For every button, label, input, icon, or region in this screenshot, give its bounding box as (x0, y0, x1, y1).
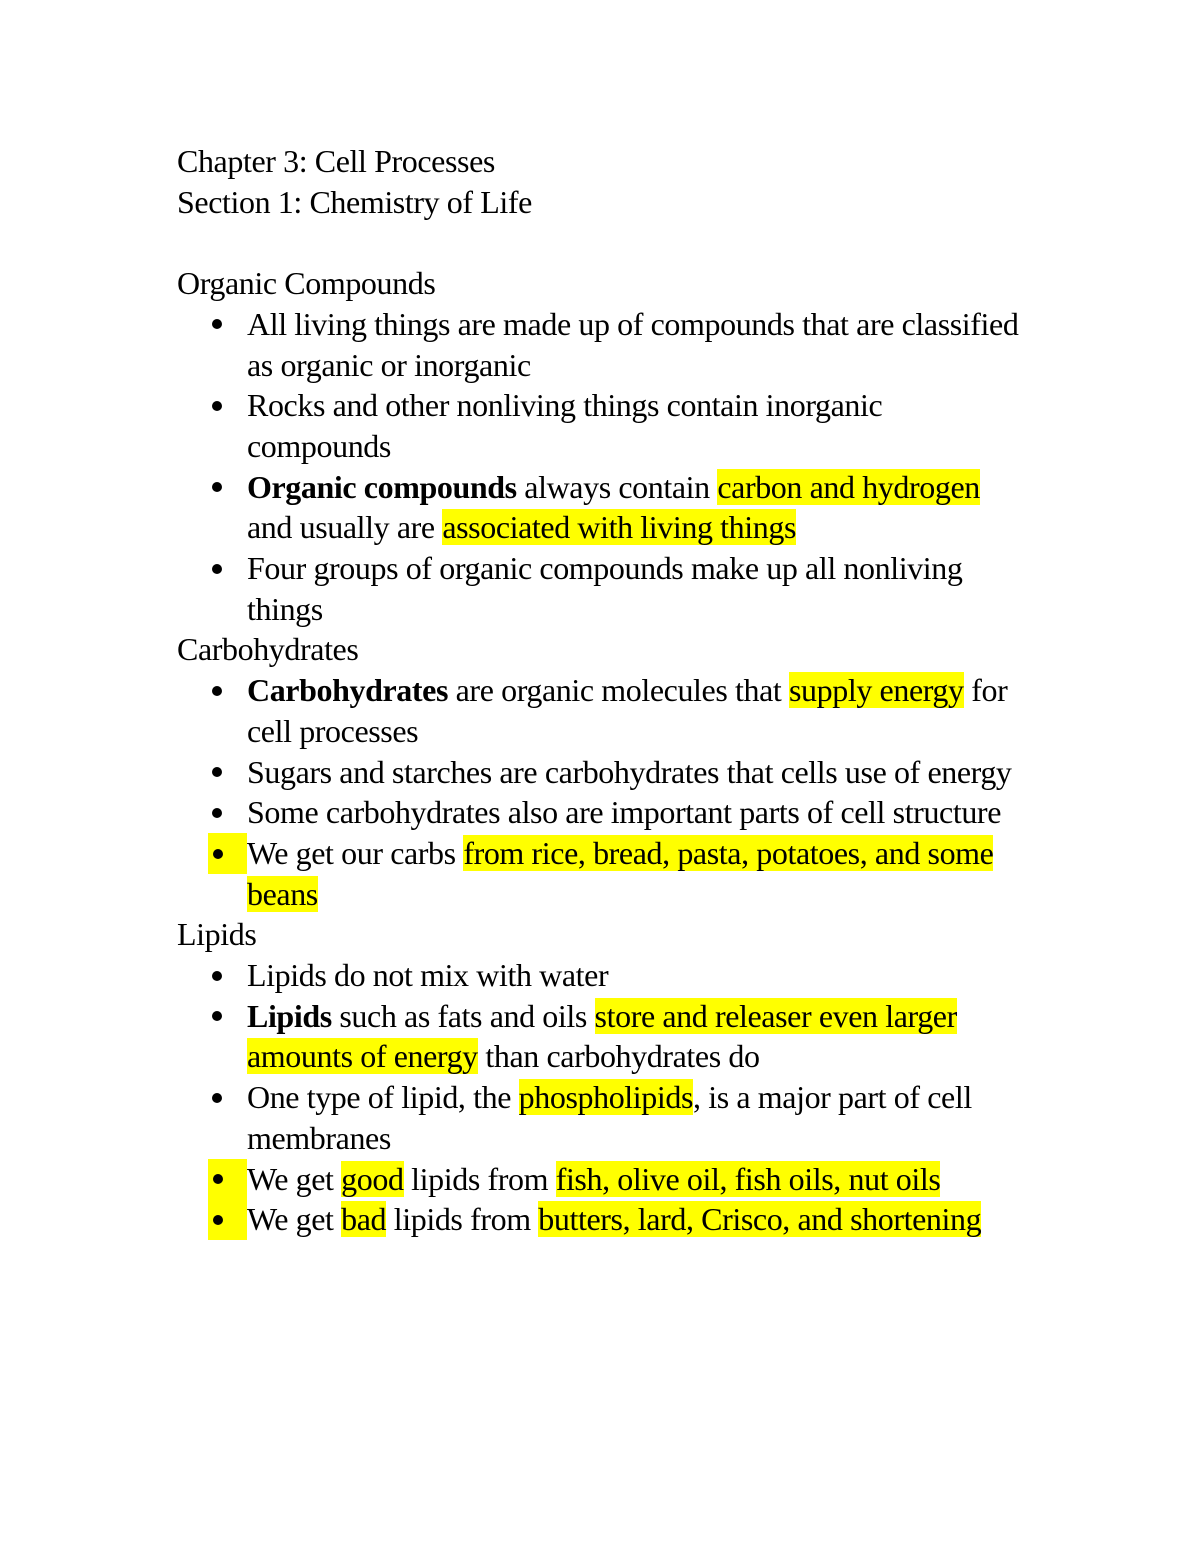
heading-carbohydrates: Carbohydrates (177, 631, 359, 668)
item-text: Four groups of organic compounds make up all nonliving things (247, 550, 963, 627)
item-text: Lipids do not mix with water (247, 957, 609, 994)
bullet-icon (208, 304, 226, 345)
item-text: All living things are made up of compounds that are classified as organic or inorganic (247, 305, 1019, 383)
item-text: such as fats and oils (331, 997, 595, 1034)
blank-line (177, 222, 1037, 263)
item-text: One type of lipid, the (247, 1079, 519, 1116)
item-text: than carbohydrates do (477, 1038, 760, 1075)
organic-compounds-list (177, 304, 1037, 630)
list-item (177, 792, 1032, 833)
bullet-icon (208, 548, 226, 589)
highlighted-text: butters, lard, Crisco, and shortening (538, 1201, 982, 1238)
item-text: lipids from (403, 1160, 556, 1197)
chapter-title: Chapter 3: Cell Processes (177, 143, 495, 179)
heading-organic-compounds: Organic Compounds (177, 265, 436, 302)
list-item (177, 385, 1032, 466)
item-text: are organic molecules that (448, 672, 789, 709)
list-item (177, 833, 1032, 914)
bullet-icon (208, 752, 226, 793)
bullet-icon (208, 955, 226, 996)
item-text: lipids from (386, 1201, 539, 1238)
list-item (177, 955, 1032, 996)
document-page (177, 141, 1037, 1240)
highlighted-text: associated with living things (442, 509, 797, 546)
bullet-icon (208, 385, 226, 426)
item-text: , is a major part of cell membranes (247, 1079, 972, 1156)
list-item (177, 752, 1032, 793)
list-item (177, 467, 1032, 548)
list-item (177, 548, 1032, 629)
list-item (177, 1077, 1032, 1158)
bullet-icon (208, 996, 226, 1037)
list-item (177, 996, 1032, 1077)
item-text: Some carbohydrates also are important parts of cell structure (247, 794, 1001, 831)
carbohydrates-list (177, 670, 1037, 914)
heading-lipids: Lipids (177, 916, 257, 953)
list-item (177, 1159, 1032, 1200)
item-text: We get (247, 1160, 342, 1197)
highlighted-bullet-icon (208, 833, 247, 874)
highlighted-text: fish, olive oil, fish oils, nut oils (555, 1160, 941, 1197)
bullet-icon (208, 670, 226, 711)
bold-term: Carbohydrates (247, 672, 449, 709)
highlighted-text: phospholipids (518, 1079, 694, 1116)
list-item (177, 304, 1032, 385)
item-text: for cell processes (247, 672, 1008, 749)
highlighted-text: bad (341, 1201, 387, 1238)
highlighted-text: from rice, bread, pasta, potatoes, and some beans (247, 834, 994, 912)
highlighted-bullet-icon (208, 1159, 247, 1200)
item-text: Rocks and other nonliving things contain inorganic compounds (247, 387, 883, 464)
highlighted-text: good (341, 1160, 404, 1197)
lipids-list (177, 955, 1037, 1240)
list-item (177, 1199, 1032, 1240)
section-title: Section 1: Chemistry of Life (177, 183, 532, 220)
list-item (177, 670, 1032, 751)
bullet-icon (208, 792, 226, 833)
highlighted-bullet-icon (208, 1199, 247, 1240)
item-text: We get (247, 1201, 342, 1238)
highlighted-text: carbon and hydrogen (717, 468, 980, 505)
item-text: always contain (516, 468, 718, 505)
bullet-icon (208, 1077, 226, 1118)
bullet-icon (208, 467, 226, 508)
item-text: We get our carbs (247, 834, 464, 871)
highlighted-text: supply energy (789, 672, 964, 709)
bold-term: Lipids (247, 997, 332, 1034)
item-text: Sugars and starches are carbohydrates that cells use of energy (247, 753, 1012, 790)
bold-term: Organic compounds (247, 468, 517, 505)
item-text: and usually are (247, 509, 443, 546)
highlighted-text: store and releaser even larger amounts of energy (247, 997, 957, 1075)
